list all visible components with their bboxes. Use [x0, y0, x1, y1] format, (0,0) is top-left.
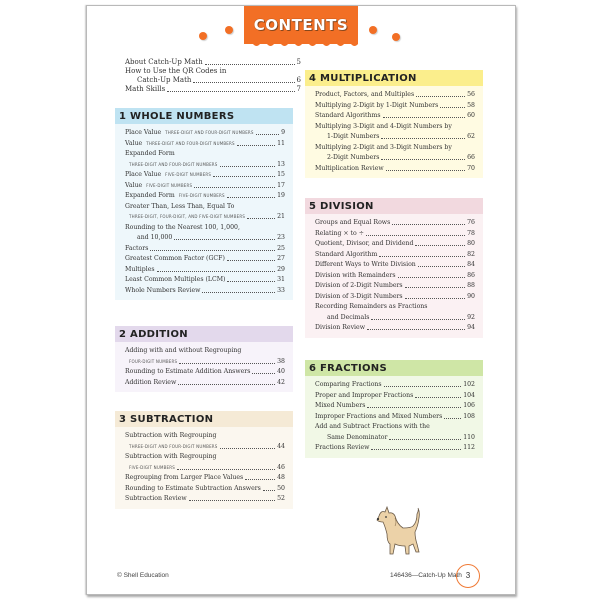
toc-entry[interactable]: Factors 25: [125, 244, 285, 252]
toc-entry[interactable]: Division with Remainders 86: [315, 271, 475, 279]
toc-entry-continued[interactable]: Catch-Up Math 6: [137, 76, 301, 84]
section-body: [115, 342, 293, 392]
dog-icon: [373, 504, 423, 560]
section-body: [305, 376, 483, 458]
toc-entry[interactable]: Multiplying 2-Digit and 3-Digit Numbers by: [315, 143, 452, 151]
section-heading: 4 MULTIPLICATION: [305, 70, 483, 86]
toc-entry-continued[interactable]: Same Denominator 110: [327, 433, 475, 441]
toc-entry[interactable]: Division of 2-Digit Numbers 88: [315, 282, 475, 289]
toc-entry[interactable]: Rounding to Estimate Subtraction Answers 50: [125, 484, 285, 492]
section-fractions: [305, 360, 483, 458]
page-number-badge: 3: [456, 564, 480, 588]
toc-entry-continued[interactable]: THREE-DIGIT, FOUR-DIGIT, AND FIVE-DIGIT NUMBERS 21: [129, 213, 285, 220]
toc-entry[interactable]: Rounding to Estimate Addition Answers 40: [125, 368, 285, 375]
toc-entry[interactable]: Quotient, Divisor, and Dividend 80: [315, 240, 475, 247]
toc-entry[interactable]: Add and Subtract Fractions with the: [315, 423, 430, 430]
toc-entry[interactable]: Greater Than, Less Than, Equal To: [125, 202, 235, 210]
section-multiplication: [305, 70, 483, 178]
toc-entry[interactable]: Adding with and without Regrouping: [125, 347, 242, 354]
toc-entry-continued[interactable]: and 10,000 23: [137, 234, 285, 241]
toc-entry[interactable]: Expanded Form: [125, 150, 175, 157]
toc-entry[interactable]: Different Ways to Write Division 84: [315, 261, 475, 268]
toc-entry[interactable]: How to Use the QR Codes in: [125, 67, 227, 75]
toc-entry-continued[interactable]: and Decimals 92: [327, 313, 475, 321]
toc-entry[interactable]: Regrouping from Larger Place Values 48: [125, 474, 285, 481]
toc-entry[interactable]: Place Value FIVE-DIGIT NUMBERS 15: [125, 171, 285, 178]
toc-entry[interactable]: Multiplying 2-Digit by 1-Digit Numbers 58: [315, 101, 475, 109]
toc-entry[interactable]: Multiplication Review 70: [315, 164, 475, 172]
toc-entry[interactable]: Proper and Improper Fractions 104: [315, 391, 475, 399]
toc-entry[interactable]: Value FIVE-DIGIT NUMBERS 17: [125, 181, 285, 189]
toc-entry[interactable]: Addition Review 42: [125, 378, 285, 386]
toc-entry-continued[interactable]: THREE-DIGIT AND FOUR-DIGIT NUMBERS 44: [129, 442, 285, 450]
decorative-dot-icon: [369, 26, 377, 34]
section-heading: 1 WHOLE NUMBERS: [115, 108, 293, 124]
product-code-text: 146436—Catch-Up Math: [390, 572, 462, 579]
intro-list: [125, 58, 301, 94]
contents-banner: [244, 6, 358, 44]
toc-entry[interactable]: Value THREE-DIGIT AND FOUR-DIGIT NUMBERS 11: [125, 139, 285, 147]
toc-entry[interactable]: Division of 3-Digit Numbers 90: [315, 292, 475, 300]
section-body: [115, 124, 293, 300]
toc-entry[interactable]: Standard Algorithms 60: [315, 112, 475, 119]
toc-entry[interactable]: Division Review 94: [315, 324, 475, 331]
toc-entry[interactable]: Mixed Numbers 106: [315, 402, 475, 409]
toc-entry[interactable]: About Catch-Up Math 5: [125, 58, 301, 66]
section-heading: 5 DIVISION: [305, 198, 483, 214]
toc-entry[interactable]: Least Common Multiples (LCM) 31: [125, 276, 285, 283]
toc-entry[interactable]: Recording Remainders as Fractions: [315, 303, 428, 310]
toc-entry[interactable]: Greatest Common Factor (GCF) 27: [125, 255, 285, 262]
section-body: [305, 214, 483, 338]
toc-entry[interactable]: Improper Fractions and Mixed Numbers 108: [315, 412, 475, 420]
section-heading: 6 FRACTIONS: [305, 360, 483, 376]
toc-entry[interactable]: Place Value THREE-DIGIT AND FOUR-DIGIT NUMBERS 9: [125, 129, 285, 136]
toc-entry[interactable]: Product, Factors, and Multiples 56: [315, 91, 475, 98]
toc-entry[interactable]: Expanded Form FIVE-DIGIT NUMBERS 19: [125, 192, 285, 199]
decorative-dot-icon: [392, 33, 400, 41]
toc-entry[interactable]: Subtraction with Regrouping: [125, 453, 217, 460]
toc-entry[interactable]: Rounding to the Nearest 100, 1,000,: [125, 223, 240, 231]
banner-wave-edge: [244, 40, 358, 48]
toc-entry[interactable]: Whole Numbers Review 33: [125, 286, 285, 294]
section-body: [115, 427, 293, 509]
toc-entry[interactable]: Standard Algorithm 82: [315, 250, 475, 258]
toc-entry[interactable]: Groups and Equal Rows 76: [315, 219, 475, 226]
toc-entry[interactable]: Multiples 29: [125, 265, 285, 273]
contents-page: [86, 5, 516, 595]
toc-entry-continued[interactable]: 2-Digit Numbers 66: [327, 154, 475, 161]
section-heading: 2 ADDITION: [115, 326, 293, 342]
section-subtraction: [115, 411, 293, 509]
toc-entry[interactable]: Math Skills 7: [125, 85, 301, 93]
section-whole-numbers: [115, 108, 293, 300]
toc-entry[interactable]: Fractions Review 112: [315, 444, 475, 451]
section-body: [305, 86, 483, 178]
toc-entry-continued[interactable]: FIVE-DIGIT NUMBERS 46: [129, 463, 285, 471]
toc-entry[interactable]: Relating × to ÷ 78: [315, 229, 475, 237]
toc-entry-continued[interactable]: 1-Digit Numbers 62: [327, 133, 475, 140]
section-division: [305, 198, 483, 338]
toc-entry[interactable]: Subtraction with Regrouping: [125, 432, 217, 439]
section-addition: [115, 326, 293, 392]
toc-entry[interactable]: Multiplying 3-Digit and 4-Digit Numbers by: [315, 122, 452, 130]
toc-entry-continued[interactable]: FOUR-DIGIT NUMBERS 38: [129, 357, 285, 365]
copyright-text: © Shell Education: [117, 572, 169, 579]
toc-entry[interactable]: Comparing Fractions 102: [315, 381, 475, 388]
toc-entry-continued[interactable]: THREE-DIGIT AND FOUR-DIGIT NUMBERS 13: [129, 160, 285, 168]
decorative-dot-icon: [225, 26, 233, 34]
toc-entry[interactable]: Subtraction Review 52: [125, 495, 285, 502]
section-heading: 3 SUBTRACTION: [115, 411, 293, 427]
decorative-dot-icon: [199, 32, 207, 40]
page-title: CONTENTS: [253, 16, 349, 34]
